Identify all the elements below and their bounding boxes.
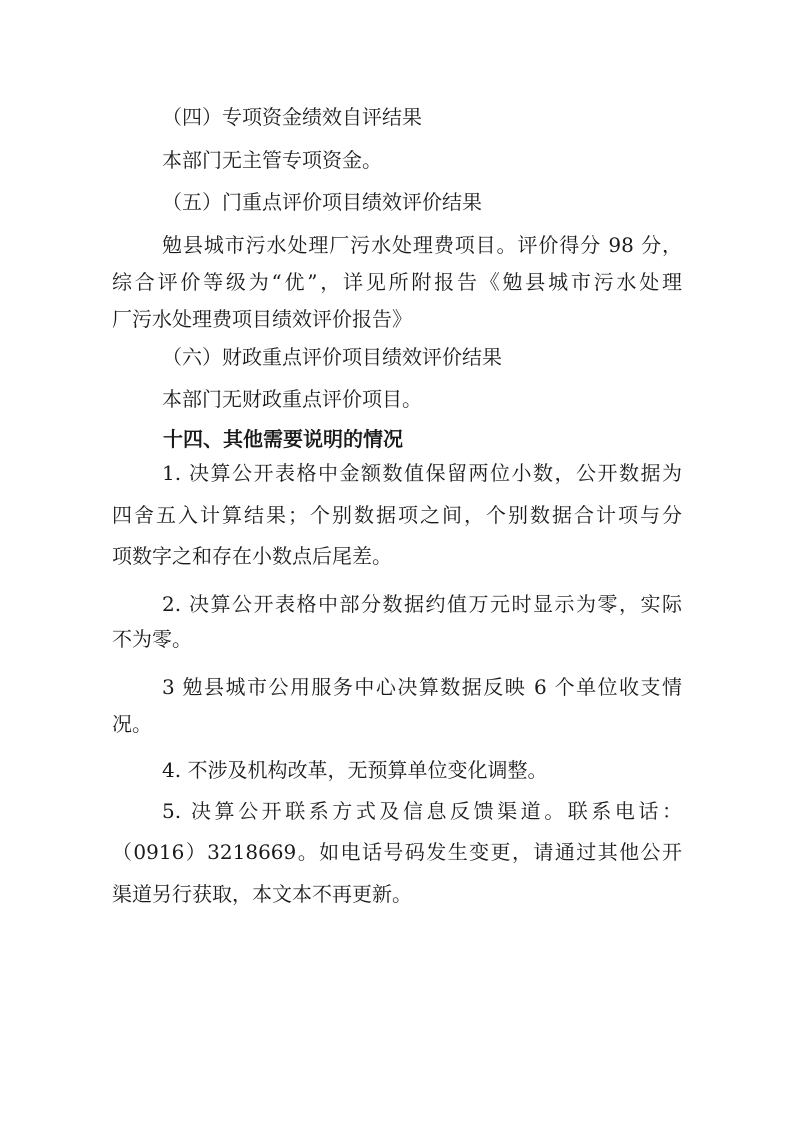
item-2-line-2: 不为零。 [112, 627, 192, 651]
item-1-line-3: 项数字之和存在小数点后尾差。 [112, 544, 392, 568]
section-6-body: 本部门无财政重点评价项目。 [162, 387, 422, 411]
item-3-line-2: 况。 [112, 712, 152, 736]
section-5-heading: （五）门重点评价项目绩效评价结果 [162, 190, 482, 214]
item-5-line-3: 渠道另行获取，本文本不再更新。 [112, 882, 412, 906]
item-2-line-1: 2. 决算公开表格中部分数据约值万元时显示为零，实际 [162, 592, 682, 616]
item-3-line-1: 3 勉县城市公用服务中心决算数据反映 6 个单位收支情 [162, 675, 682, 699]
section-5-body-line-1: 勉县城市污水处理厂污水处理费项目。评价得分 98 分， [162, 233, 682, 257]
item-4-line-1: 4. 不涉及机构改革，无预算单位变化调整。 [162, 758, 548, 782]
section-6-heading: （六）财政重点评价项目绩效评价结果 [162, 345, 502, 369]
section-14-heading: 十四、其他需要说明的情况 [163, 427, 403, 451]
item-1-line-2: 四舍五入计算结果；个别数据项之间，个别数据合计项与分 [112, 503, 682, 527]
item-1-line-1: 1. 决算公开表格中金额数值保留两位小数，公开数据为 [162, 461, 682, 485]
section-5-body-line-3: 厂污水处理费项目绩效评价报告》 [112, 307, 412, 331]
section-4-heading: （四）专项资金绩效自评结果 [162, 105, 422, 129]
item-5-line-2: （0916）3218669。如电话号码发生变更，请通过其他公开 [112, 840, 682, 864]
section-4-body: 本部门无主管专项资金。 [162, 148, 382, 172]
section-5-body-line-2: 综合评价等级为“优”，详见所附报告《勉县城市污水处理 [112, 270, 682, 294]
item-5-line-1: 5. 决算公开联系方式及信息反馈渠道。联系电话： [162, 799, 682, 823]
